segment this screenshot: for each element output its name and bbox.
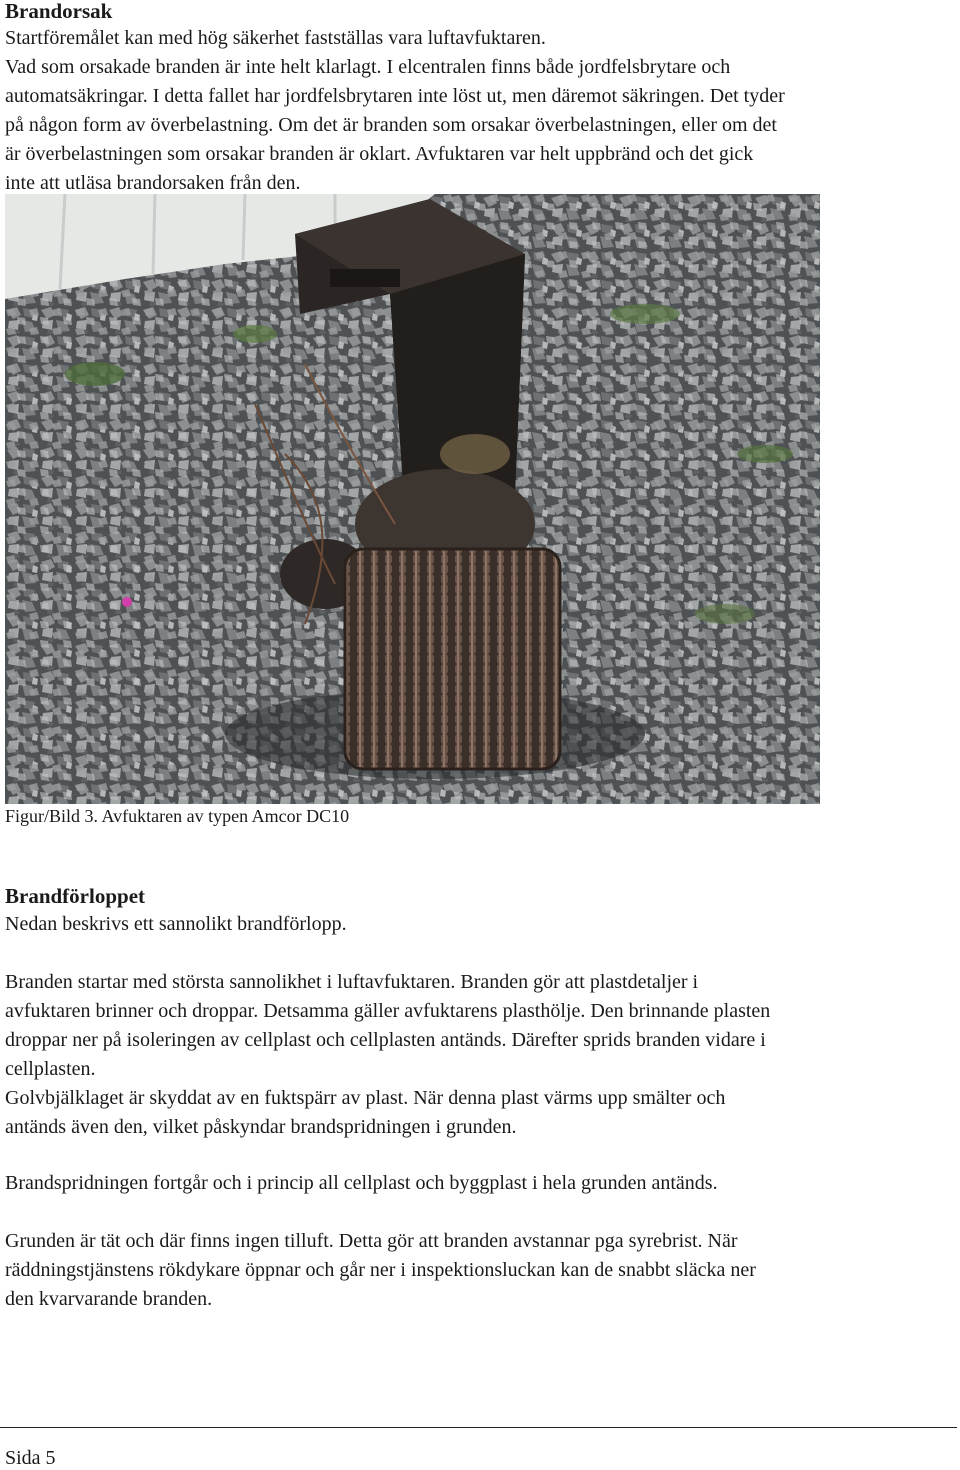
figure-caption: Figur/Bild 3. Avfuktaren av typen Amcor DC10: [5, 806, 350, 826]
text-line: inte att utläsa brandorsaken från den.: [5, 172, 301, 194]
text-line: Grunden är tät och där finns ingen tilluft. Detta gör att branden avstannar pga syrebrist. När: [5, 1230, 738, 1252]
paragraph-intro: Nedan beskrivs ett sannolikt brandförlopp.: [5, 913, 347, 935]
page-number: Sida 5: [5, 1447, 56, 1469]
paragraph-brandforlopp-1: [5, 968, 953, 1142]
text-line: antänds även den, vilket påskyndar brandspridningen i grunden.: [5, 1116, 517, 1138]
figure-photo-burned-dehumidifier: [5, 194, 820, 804]
paragraph-brandforlopp-2: [5, 1169, 953, 1198]
text-line: Branden startar med största sannolikhet i luftavfuktaren. Branden gör att plastdetaljer i: [5, 971, 699, 993]
text-line: droppar ner på isoleringen av cellplast och cellplasten antänds. Därefter sprids branden vidare i: [5, 1029, 766, 1051]
text-line: på någon form av överbelastning. Om det är branden som orsakar överbelastningen, eller om det: [5, 114, 777, 136]
heading-brandforloppet: Brandförloppet: [5, 884, 146, 908]
text-line: Brandspridningen fortgår och i princip all cellplast och byggplast i hela grunden antänds.: [5, 1172, 718, 1194]
heading-brandorsak: Brandorsak: [5, 0, 113, 23]
text-line: automatsäkringar. I detta fallet har jordfelsbrytaren inte löst ut, men däremot säkringen. Det tyder: [5, 85, 785, 107]
text-line: räddningstjänstens rökdykare öppnar och går ner i inspektionsluckan kan de snabbt släcka ner: [5, 1259, 756, 1281]
text-line: Golvbjälklaget är skyddat av en fuktspärr av plast. När denna plast värms upp smälter och: [5, 1087, 726, 1109]
text-line: cellplasten.: [5, 1058, 96, 1080]
text-line: Vad som orsakade branden är inte helt klarlagt. I elcentralen finns både jordfelsbrytare och: [5, 56, 731, 78]
text-line: är överbelastningen som orsakar branden är oklart. Avfuktaren var helt uppbränd och det gick: [5, 143, 754, 165]
text-line: avfuktaren brinner och droppar. Detsamma gäller avfuktarens plasthölje. Den brinnande plasten: [5, 1000, 771, 1022]
paragraph-brandorsak: [5, 24, 953, 198]
text-line: Startföremålet kan med hög säkerhet fastställas vara luftavfuktaren.: [5, 27, 546, 49]
text-line: den kvarvarande branden.: [5, 1288, 213, 1310]
footer-divider: [0, 1427, 957, 1428]
paragraph-brandforlopp-3: [5, 1227, 953, 1314]
